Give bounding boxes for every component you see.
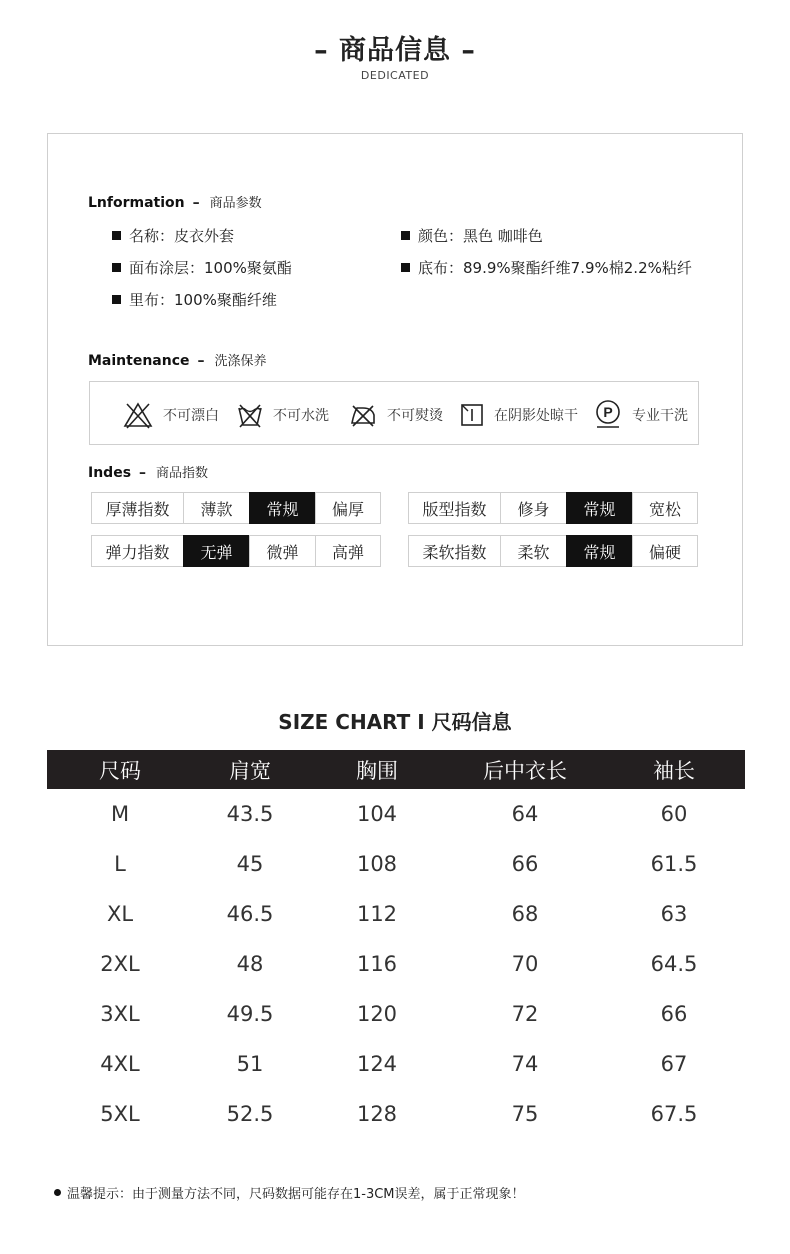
bullet-square-icon — [112, 263, 121, 272]
care-label: 不可熨烫 — [387, 408, 443, 424]
table-cell: 75 — [511, 1102, 539, 1126]
information-heading-dash: – — [192, 195, 200, 211]
column-header: 袖长 — [653, 758, 695, 783]
care-item-no-wash — [237, 400, 329, 430]
table-cell: 64.5 — [650, 952, 698, 976]
care-instructions — [89, 381, 699, 445]
index-heading-dash: – — [139, 465, 147, 481]
param-color — [401, 225, 543, 246]
param-label: 里布：100%聚酯纤维 — [129, 291, 277, 309]
care-item-dry-in-shade — [460, 400, 578, 430]
param-base-fabric — [401, 257, 692, 278]
information-heading — [88, 192, 262, 211]
table-row — [47, 789, 745, 839]
table-cell: 66 — [660, 1002, 688, 1026]
table-cell: 66 — [511, 852, 539, 876]
page-title: – 商品信息 – — [314, 35, 476, 66]
table-header — [47, 750, 745, 789]
table-cell: 128 — [356, 1102, 398, 1126]
information-heading-cn: 商品参数 — [209, 196, 262, 211]
index-softness — [408, 535, 698, 567]
table-cell: 120 — [356, 1002, 398, 1026]
page-subtitle: DEDICATED — [360, 69, 430, 82]
information-heading-en: Lnformation — [88, 195, 185, 211]
index-option: 偏厚 — [315, 492, 381, 524]
table-cell: 104 — [356, 802, 398, 826]
index-option-selected: 常规 — [566, 492, 633, 524]
dry-clean-glyph: P — [603, 404, 613, 420]
table-row — [47, 939, 745, 989]
index-option: 偏硬 — [632, 535, 698, 567]
table-cell: 67 — [660, 1052, 688, 1076]
table-cell: 46.5 — [226, 902, 274, 926]
maintenance-heading-cn: 洗涤保养 — [214, 354, 267, 369]
table-cell: 52.5 — [226, 1102, 274, 1126]
bullet-square-icon — [401, 263, 410, 272]
table-cell: M — [110, 802, 130, 826]
professional-dry-clean-icon — [594, 400, 622, 430]
column-header: 肩宽 — [229, 758, 271, 783]
care-item-dry-clean — [594, 400, 688, 430]
index-heading — [88, 462, 208, 481]
index-label: 柔软指数 — [408, 535, 501, 567]
bullet-dot-icon — [54, 1189, 61, 1196]
index-option: 修身 — [500, 492, 567, 524]
no-wash-icon — [237, 402, 263, 428]
table-cell: 61.5 — [650, 852, 698, 876]
index-thickness — [91, 492, 381, 524]
param-label: 名称：皮衣外套 — [129, 227, 235, 245]
table-cell: 108 — [356, 852, 398, 876]
table-cell: 49.5 — [226, 1002, 274, 1026]
index-option-selected: 常规 — [249, 492, 316, 524]
table-row — [47, 839, 745, 889]
care-item-no-bleach — [123, 400, 219, 430]
dry-in-shade-icon — [460, 403, 484, 427]
index-elasticity — [91, 535, 381, 567]
care-label: 不可水洗 — [273, 408, 329, 424]
size-chart-table — [47, 750, 745, 1139]
param-label: 颜色：黑色 咖啡色 — [418, 227, 543, 245]
param-name — [112, 225, 234, 246]
table-cell: 63 — [660, 902, 688, 926]
table-cell: 3XL — [100, 1002, 140, 1026]
maintenance-heading-dash: – — [197, 353, 205, 369]
bullet-square-icon — [401, 231, 410, 240]
param-lining — [112, 289, 277, 310]
index-option: 高弹 — [315, 535, 381, 567]
index-option-selected: 常规 — [566, 535, 633, 567]
table-cell: L — [114, 852, 126, 876]
index-label: 版型指数 — [408, 492, 501, 524]
measurement-note — [54, 1183, 525, 1202]
table-row — [47, 1089, 745, 1139]
table-cell: 68 — [511, 902, 539, 926]
table-cell: 116 — [356, 952, 398, 976]
care-label: 专业干洗 — [632, 408, 688, 424]
table-cell: 124 — [356, 1052, 398, 1076]
index-option: 柔软 — [500, 535, 567, 567]
table-row — [47, 889, 745, 939]
table-cell: 5XL — [100, 1102, 140, 1126]
index-option: 宽松 — [632, 492, 698, 524]
column-header: 后中衣长 — [483, 758, 567, 783]
index-fit — [408, 492, 698, 524]
index-heading-cn: 商品指数 — [156, 466, 209, 481]
bullet-square-icon — [112, 231, 121, 240]
table-cell: 112 — [356, 902, 398, 926]
table-row — [47, 989, 745, 1039]
note-text: 温馨提示：由于测量方法不同，尺码数据可能存在1-3CM误差，属于正常现象！ — [67, 1187, 525, 1202]
table-cell: 60 — [660, 802, 688, 826]
no-bleach-icon — [123, 401, 153, 429]
size-chart-title: SIZE CHART Ⅰ 尺码信息 — [278, 710, 512, 734]
index-option-selected: 无弹 — [183, 535, 250, 567]
no-iron-icon — [349, 403, 377, 427]
care-label: 不可漂白 — [163, 408, 219, 424]
param-label: 面布涂层：100%聚氨酯 — [129, 259, 292, 277]
maintenance-heading — [88, 350, 267, 369]
index-heading-en: Indes — [88, 465, 132, 481]
table-cell: 64 — [511, 802, 539, 826]
table-cell: 48 — [236, 952, 264, 976]
column-header: 胸围 — [356, 758, 398, 783]
index-label: 厚薄指数 — [91, 492, 184, 524]
care-label: 在阴影处晾干 — [494, 408, 578, 424]
table-cell: 2XL — [100, 952, 140, 976]
column-header: 尺码 — [99, 758, 141, 783]
table-cell: 72 — [511, 1002, 539, 1026]
care-item-no-iron — [349, 400, 443, 430]
table-cell: 43.5 — [226, 802, 274, 826]
table-cell: 70 — [511, 952, 539, 976]
maintenance-heading-en: Maintenance — [88, 353, 190, 369]
bullet-square-icon — [112, 295, 121, 304]
table-cell: 67.5 — [650, 1102, 698, 1126]
table-row — [47, 1039, 745, 1089]
table-cell: XL — [106, 902, 134, 926]
table-cell: 4XL — [100, 1052, 140, 1076]
index-option: 薄款 — [183, 492, 250, 524]
param-coating — [112, 257, 292, 278]
index-label: 弹力指数 — [91, 535, 184, 567]
table-cell: 51 — [236, 1052, 264, 1076]
param-label: 底布：89.9%聚酯纤维7.9%棉2.2%粘纤 — [418, 259, 692, 277]
index-option: 微弹 — [249, 535, 316, 567]
table-cell: 74 — [511, 1052, 539, 1076]
table-cell: 45 — [236, 852, 264, 876]
